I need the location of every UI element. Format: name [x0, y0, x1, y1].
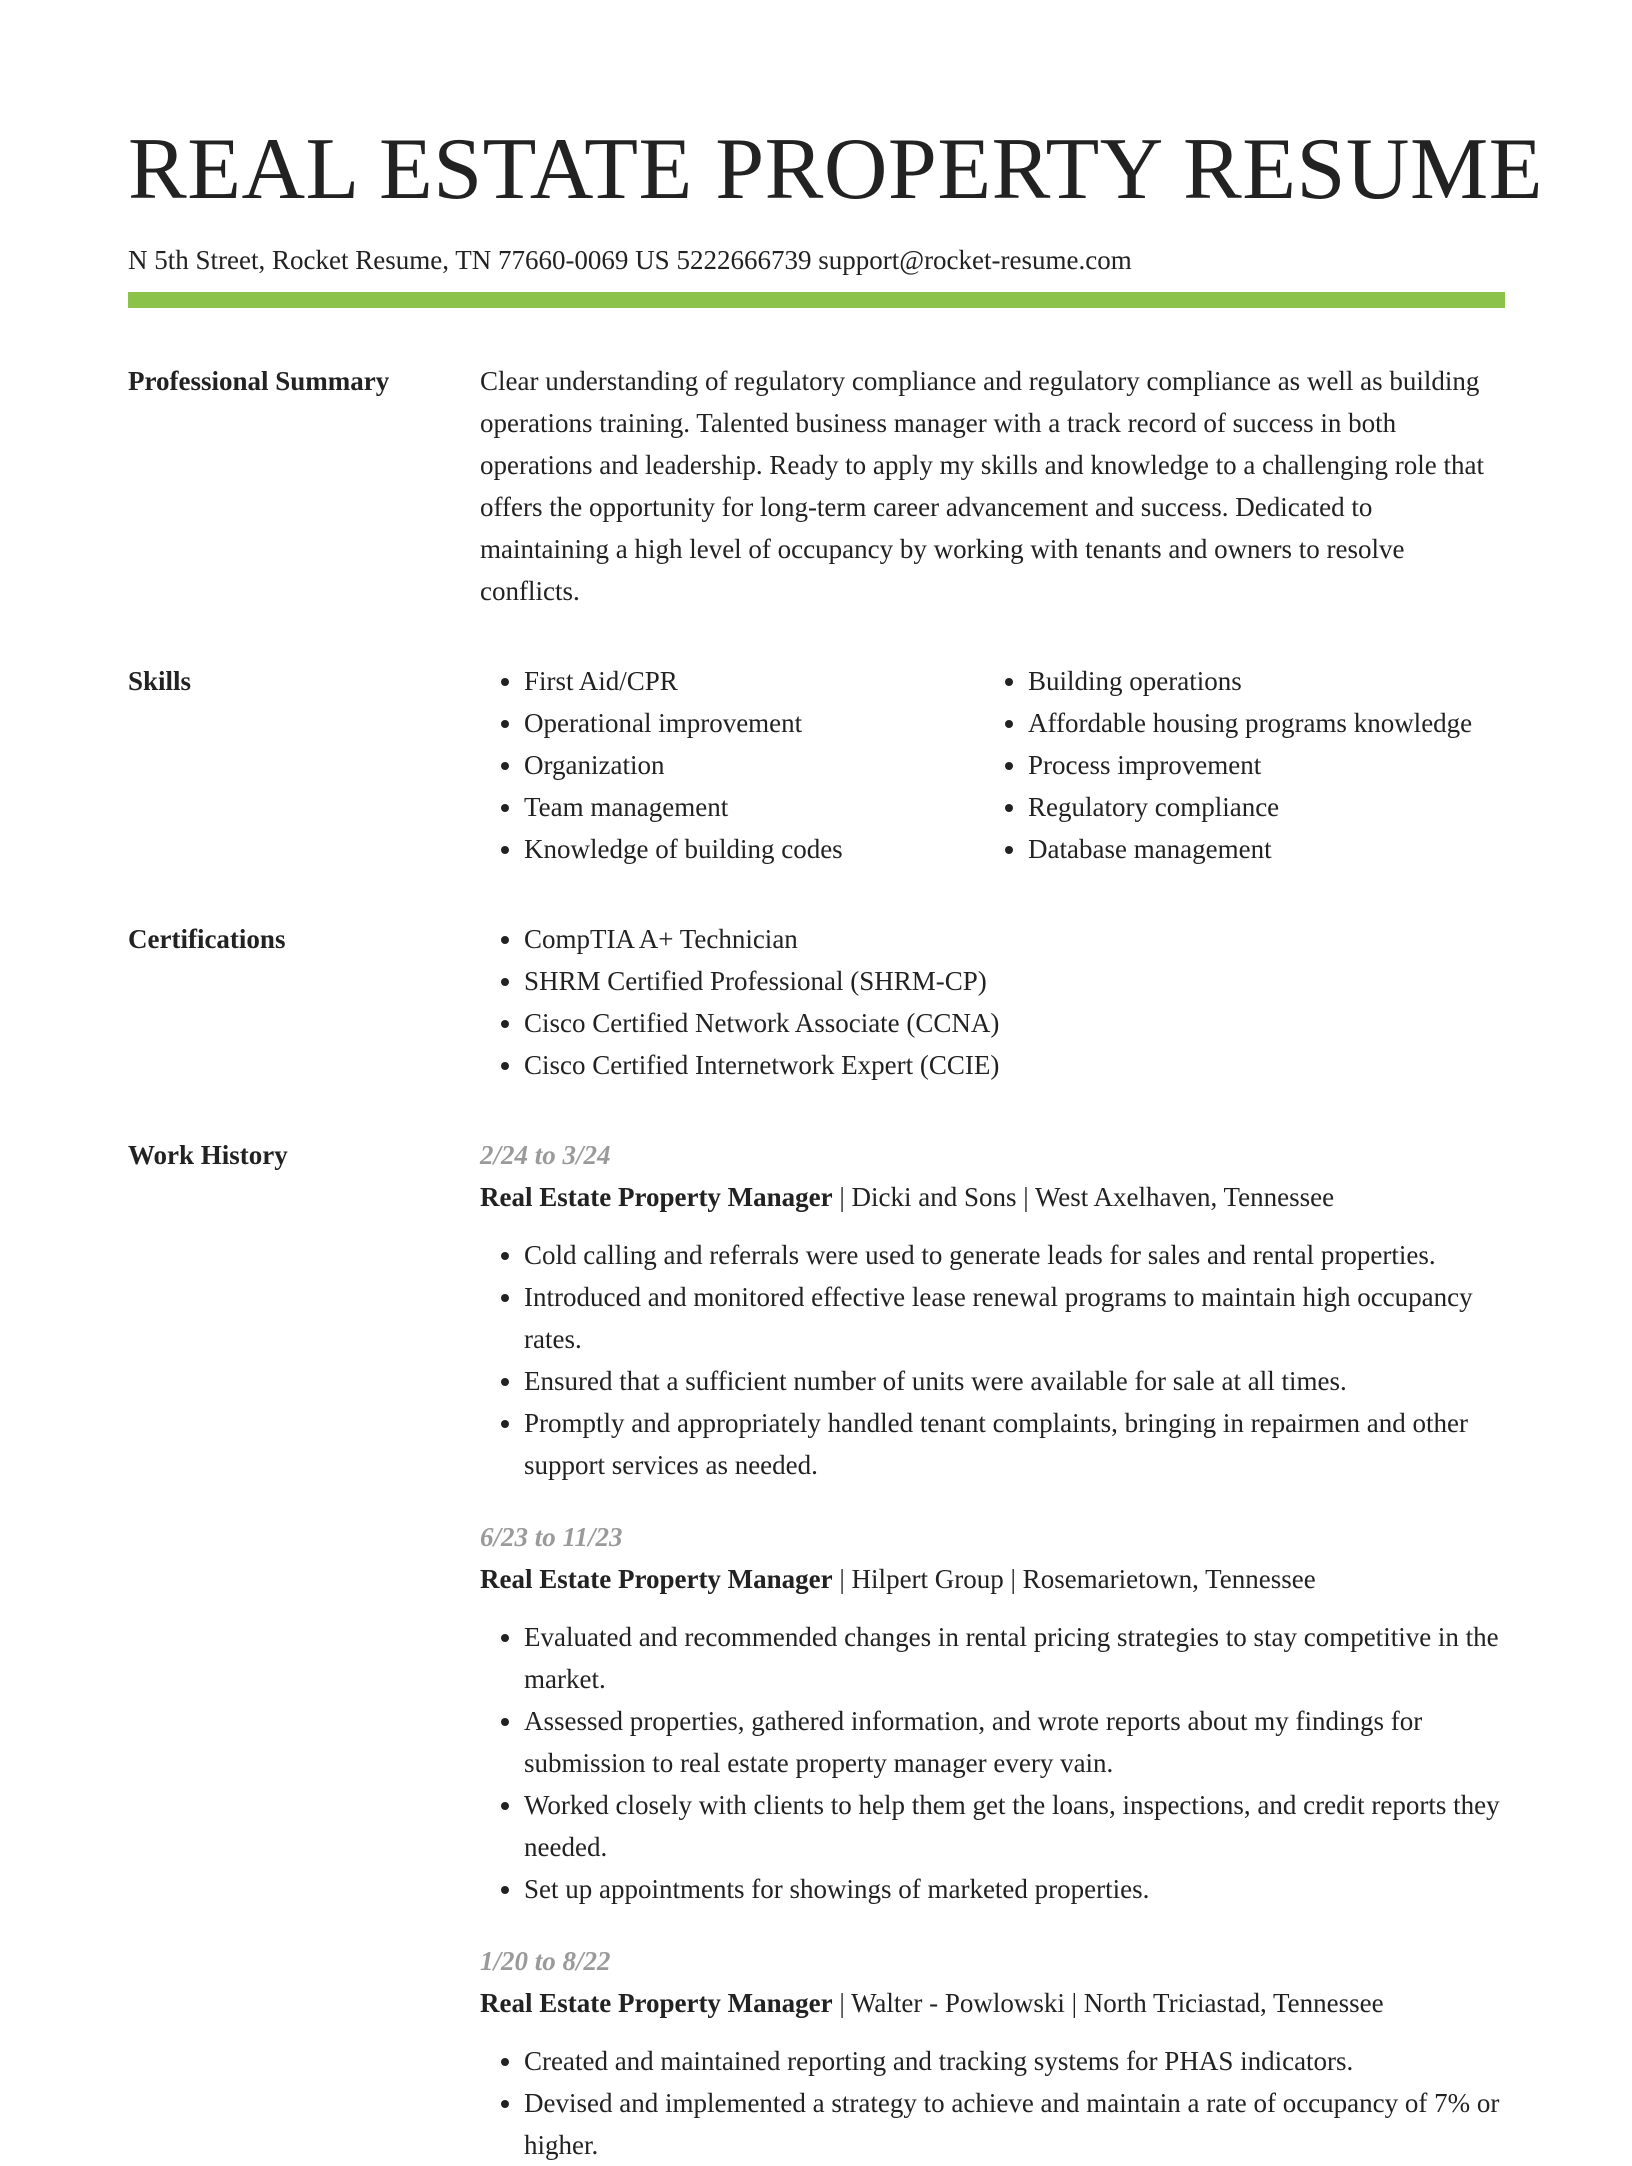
skill-item: • Organization	[524, 744, 984, 786]
resume-title: REAL ESTATE PROPERTY RESUME	[128, 121, 1543, 218]
skills-heading: Skills	[128, 666, 192, 696]
skill-item: • Database management	[1028, 828, 1505, 870]
job-bullets	[480, 1616, 1505, 1910]
work-history-heading: Work History	[128, 1140, 288, 1170]
skills-list-left	[480, 660, 984, 870]
skill-item: • Process improvement	[1028, 744, 1505, 786]
job-bullet: • Promptly and appropriately handled tenant complaints, bringing in repairmen and other support services as needed.	[524, 1402, 1505, 1486]
summary-section	[128, 360, 1505, 612]
summary-body	[480, 360, 1505, 612]
work-history-body	[480, 1134, 1505, 2166]
job-title-line	[480, 1558, 1505, 1600]
job-bullet: • Devised and implemented a strategy to achieve and maintain a rate of occupancy of 7% or higher.	[524, 2082, 1505, 2166]
certifications-list	[480, 918, 1505, 1086]
job-bullet: • Cold calling and referrals were used to generate leads for sales and rental properties.	[524, 1234, 1505, 1276]
job-bullet: • Set up appointments for showings of marketed properties.	[524, 1868, 1505, 1910]
job-entry	[480, 1940, 1505, 2166]
skill-item: • Affordable housing programs knowledge	[1028, 702, 1505, 744]
job-title: Real Estate Property Manager	[480, 1988, 833, 2018]
work-history-section	[128, 1134, 1505, 2166]
certifications-body	[480, 918, 1505, 1086]
job-dates: 2/24 to 3/24	[480, 1140, 611, 1170]
job-bullets	[480, 2040, 1505, 2166]
job-bullet: • Ensured that a sufficient number of units were available for sale at all times.	[524, 1360, 1505, 1402]
skills-list-right	[984, 660, 1505, 870]
job-title: Real Estate Property Manager	[480, 1182, 833, 1212]
job-bullet: • Worked closely with clients to help them get the loans, inspections, and credit reports they needed.	[524, 1784, 1505, 1868]
certification-item: • Cisco Certified Network Associate (CCNA)	[524, 1002, 1505, 1044]
skill-item: • First Aid/CPR	[524, 660, 984, 702]
skill-item: • Regulatory compliance	[1028, 786, 1505, 828]
skill-item: • Operational improvement	[524, 702, 984, 744]
job-bullet: • Assessed properties, gathered information, and wrote reports about my findings for submission to real estate property manager every vain.	[524, 1700, 1505, 1784]
job-bullets	[480, 1234, 1505, 1486]
contact-line: N 5th Street, Rocket Resume, TN 77660-0069 US 5222666739 support@rocket-resume.com	[128, 245, 1132, 275]
skills-body	[480, 660, 1505, 870]
skills-section	[128, 660, 1505, 870]
resume-page	[128, 0, 1543, 2166]
certifications-section	[128, 918, 1505, 1086]
job-entry	[480, 1134, 1505, 1486]
certification-item: • SHRM Certified Professional (SHRM-CP)	[524, 960, 1505, 1002]
job-bullet: • Introduced and monitored effective lease renewal programs to maintain high occupancy rates.	[524, 1276, 1505, 1360]
job-bullet: • Created and maintained reporting and tracking systems for PHAS indicators.	[524, 2040, 1505, 2082]
job-details: | Walter - Powlowski | North Triciastad, Tennessee	[832, 1988, 1384, 2018]
skill-item: • Team management	[524, 786, 984, 828]
summary-text: Clear understanding of regulatory compliance and regulatory compliance as well as building operations training. Talented business manager with a track record of success in both operations and leadership. Ready to apply my skills and knowledge to a challenging role that offers the opportunity for long-term career advancement and success. Dedicated to maintaining a high level of occupancy by working with tenants and owners to resolve conflicts.	[480, 366, 1484, 606]
job-title: Real Estate Property Manager	[480, 1564, 833, 1594]
job-dates: 1/20 to 8/22	[480, 1946, 611, 1976]
job-title-line	[480, 1176, 1505, 1218]
certification-item: • CompTIA A+ Technician	[524, 918, 1505, 960]
job-dates: 6/23 to 11/23	[480, 1522, 623, 1552]
job-bullet: • Evaluated and recommended changes in rental pricing strategies to stay competitive in the market.	[524, 1616, 1505, 1700]
certifications-heading: Certifications	[128, 924, 286, 954]
header-accent-rule	[128, 292, 1505, 308]
certification-item: • Cisco Certified Internetwork Expert (CCIE)	[524, 1044, 1505, 1086]
job-details: | Hilpert Group | Rosemarietown, Tennessee	[832, 1564, 1316, 1594]
skill-item: • Building operations	[1028, 660, 1505, 702]
job-entry	[480, 1516, 1505, 1910]
summary-heading: Professional Summary	[128, 366, 390, 396]
job-title-line	[480, 1982, 1505, 2024]
job-details: | Dicki and Sons | West Axelhaven, Tennessee	[832, 1182, 1335, 1212]
skill-item: • Knowledge of building codes	[524, 828, 984, 870]
